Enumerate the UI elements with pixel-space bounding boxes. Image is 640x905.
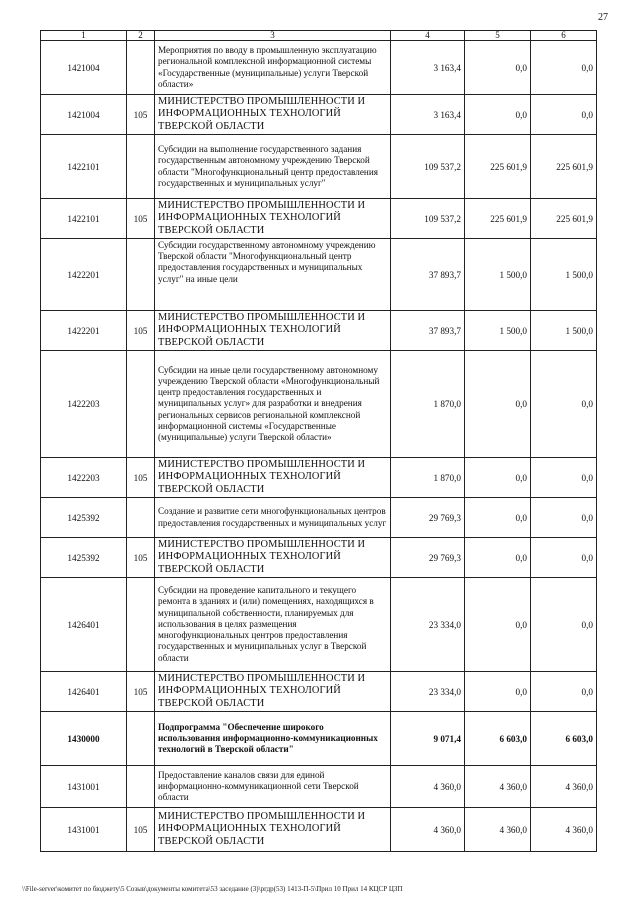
row-value-col4: 23 334,0 — [391, 578, 465, 672]
row-admin-code — [127, 498, 155, 538]
row-value-col4: 3 163,4 — [391, 41, 465, 95]
row-code: 1422101 — [41, 199, 127, 239]
row-name: МИНИСТЕРСТВО ПРОМЫШЛЕННОСТИ И ИНФОРМАЦИОННЫХ ТЕХНОЛОГИЙ ТВЕРСКОЙ ОБЛАСТИ — [155, 95, 391, 135]
row-admin-code — [127, 239, 155, 311]
row-name: МИНИСТЕРСТВО ПРОМЫШЛЕННОСТИ И ИНФОРМАЦИОННЫХ ТЕХНОЛОГИЙ ТВЕРСКОЙ ОБЛАСТИ — [155, 672, 391, 712]
header-col-1: 1 — [41, 31, 127, 41]
row-code: 1425392 — [41, 538, 127, 578]
table-row — [41, 578, 597, 672]
row-name: МИНИСТЕРСТВО ПРОМЫШЛЕННОСТИ И ИНФОРМАЦИОННЫХ ТЕХНОЛОГИЙ ТВЕРСКОЙ ОБЛАСТИ — [155, 311, 391, 351]
row-name: Мероприятия по вводу в промышленную эксплуатацию региональной комплексной информационной системы «Государственные (муниципальные) услуги Тверской области» — [155, 41, 391, 95]
table-row — [41, 311, 597, 351]
row-code: 1422203 — [41, 458, 127, 498]
row-value-col4: 9 071,4 — [391, 712, 465, 766]
row-code: 1422203 — [41, 351, 127, 458]
table-row — [41, 351, 597, 458]
row-code: 1426401 — [41, 578, 127, 672]
table-row — [41, 199, 597, 239]
row-admin-code — [127, 712, 155, 766]
table-row — [41, 458, 597, 498]
row-admin-code: 105 — [127, 199, 155, 239]
row-value-col5: 0,0 — [465, 538, 531, 578]
row-value-col6: 6 603,0 — [531, 712, 597, 766]
row-value-col5: 6 603,0 — [465, 712, 531, 766]
table-row — [41, 538, 597, 578]
row-admin-code — [127, 135, 155, 199]
row-code: 1431001 — [41, 766, 127, 808]
row-value-col5: 0,0 — [465, 458, 531, 498]
row-code: 1422201 — [41, 311, 127, 351]
row-value-col4: 1 870,0 — [391, 458, 465, 498]
row-admin-code — [127, 41, 155, 95]
row-code: 1422201 — [41, 239, 127, 311]
header-col-3: 3 — [155, 31, 391, 41]
header-col-2: 2 — [127, 31, 155, 41]
row-name: Субсидии на выполнение государственного задания государственным автономному учреждению Тверской области "Многофункциональный центр предоставления государственных и муниципальных услуг" — [155, 135, 391, 199]
row-value-col5: 225 601,9 — [465, 199, 531, 239]
row-value-col4: 29 769,3 — [391, 538, 465, 578]
table-row — [41, 239, 597, 311]
row-value-col4: 23 334,0 — [391, 672, 465, 712]
row-code: 1421004 — [41, 41, 127, 95]
row-admin-code: 105 — [127, 311, 155, 351]
row-value-col5: 0,0 — [465, 41, 531, 95]
row-value-col5: 0,0 — [465, 95, 531, 135]
row-code: 1430000 — [41, 712, 127, 766]
row-value-col5: 4 360,0 — [465, 766, 531, 808]
header-col-4: 4 — [391, 31, 465, 41]
file-path-footer: \\File-server\комитет по бюджету\5 Созыв\документы комитета\53 заседание (3)\ргдр(53) 1413-П-5\Прил 10 Прил 14 КЦСР ЦЗП — [22, 885, 403, 893]
table-row — [41, 135, 597, 199]
row-value-col6: 1 500,0 — [531, 239, 597, 311]
row-value-col5: 4 360,0 — [465, 808, 531, 852]
row-value-col4: 29 769,3 — [391, 498, 465, 538]
row-code: 1431001 — [41, 808, 127, 852]
row-value-col5: 0,0 — [465, 578, 531, 672]
page-number: 27 — [598, 12, 608, 23]
row-admin-code — [127, 766, 155, 808]
row-value-col5: 1 500,0 — [465, 311, 531, 351]
row-code: 1425392 — [41, 498, 127, 538]
row-value-col6: 0,0 — [531, 538, 597, 578]
row-value-col5: 0,0 — [465, 672, 531, 712]
table-row — [41, 498, 597, 538]
table-row — [41, 41, 597, 95]
row-value-col6: 1 500,0 — [531, 311, 597, 351]
row-value-col4: 1 870,0 — [391, 351, 465, 458]
row-value-col6: 0,0 — [531, 458, 597, 498]
row-value-col6: 0,0 — [531, 578, 597, 672]
budget-table — [40, 30, 597, 852]
row-name: Субсидии на иные цели государственному автономному учреждению Тверской области «Многофункциональный центр предоставления государственных и муниципальных услуг» для разработки и внедрения региональных сервисов региональной комплексной информационной системы «Государственные (муниципальные) услуги Тверской области» — [155, 351, 391, 458]
row-value-col5: 225 601,9 — [465, 135, 531, 199]
table-row-subprogram — [41, 712, 597, 766]
row-value-col4: 3 163,4 — [391, 95, 465, 135]
row-value-col5: 0,0 — [465, 351, 531, 458]
table-row — [41, 766, 597, 808]
row-admin-code — [127, 578, 155, 672]
row-name: Создание и развитие сети многофункциональных центров предоставления государственных и муниципальных услуг — [155, 498, 391, 538]
row-name: Субсидии на проведение капитального и текущего ремонта в зданиях и (или) помещениях, находящихся в муниципальной собственности, планируемых для использования в целях размещения многофункциональных центров предоставления государственных и муниципальных услуг в Тверской области — [155, 578, 391, 672]
row-value-col4: 4 360,0 — [391, 766, 465, 808]
header-col-6: 6 — [531, 31, 597, 41]
row-value-col4: 37 893,7 — [391, 311, 465, 351]
row-admin-code: 105 — [127, 458, 155, 498]
row-name: Предоставление каналов связи для единой информационно-коммуникационной сети Тверской области — [155, 766, 391, 808]
row-name: МИНИСТЕРСТВО ПРОМЫШЛЕННОСТИ И ИНФОРМАЦИОННЫХ ТЕХНОЛОГИЙ ТВЕРСКОЙ ОБЛАСТИ — [155, 808, 391, 852]
row-name: МИНИСТЕРСТВО ПРОМЫШЛЕННОСТИ И ИНФОРМАЦИОННЫХ ТЕХНОЛОГИЙ ТВЕРСКОЙ ОБЛАСТИ — [155, 458, 391, 498]
row-value-col6: 225 601,9 — [531, 135, 597, 199]
row-admin-code: 105 — [127, 95, 155, 135]
row-admin-code: 105 — [127, 538, 155, 578]
column-number-header-row — [41, 31, 597, 41]
row-value-col5: 0,0 — [465, 498, 531, 538]
row-code: 1426401 — [41, 672, 127, 712]
row-value-col6: 0,0 — [531, 351, 597, 458]
row-name: Субсидии государственному автономному учреждению Тверской области "Многофункциональный центр предоставления государственных и муниципальных услуг" на иные цели — [155, 239, 391, 311]
row-value-col6: 0,0 — [531, 41, 597, 95]
table-row — [41, 808, 597, 852]
table-row — [41, 95, 597, 135]
row-name: Подпрограмма "Обеспечение широкого использования информационно-коммуникационных технологий в Тверской области" — [155, 712, 391, 766]
header-col-5: 5 — [465, 31, 531, 41]
row-value-col6: 4 360,0 — [531, 808, 597, 852]
row-value-col6: 0,0 — [531, 498, 597, 538]
row-value-col6: 0,0 — [531, 95, 597, 135]
row-name: МИНИСТЕРСТВО ПРОМЫШЛЕННОСТИ И ИНФОРМАЦИОННЫХ ТЕХНОЛОГИЙ ТВЕРСКОЙ ОБЛАСТИ — [155, 199, 391, 239]
row-value-col5: 1 500,0 — [465, 239, 531, 311]
row-code: 1422101 — [41, 135, 127, 199]
row-value-col6: 0,0 — [531, 672, 597, 712]
row-name: МИНИСТЕРСТВО ПРОМЫШЛЕННОСТИ И ИНФОРМАЦИОННЫХ ТЕХНОЛОГИЙ ТВЕРСКОЙ ОБЛАСТИ — [155, 538, 391, 578]
row-value-col4: 109 537,2 — [391, 199, 465, 239]
row-value-col6: 225 601,9 — [531, 199, 597, 239]
row-value-col6: 4 360,0 — [531, 766, 597, 808]
row-admin-code: 105 — [127, 808, 155, 852]
table-row — [41, 672, 597, 712]
row-value-col4: 37 893,7 — [391, 239, 465, 311]
row-value-col4: 4 360,0 — [391, 808, 465, 852]
row-admin-code: 105 — [127, 672, 155, 712]
row-value-col4: 109 537,2 — [391, 135, 465, 199]
row-code: 1421004 — [41, 95, 127, 135]
row-admin-code — [127, 351, 155, 458]
